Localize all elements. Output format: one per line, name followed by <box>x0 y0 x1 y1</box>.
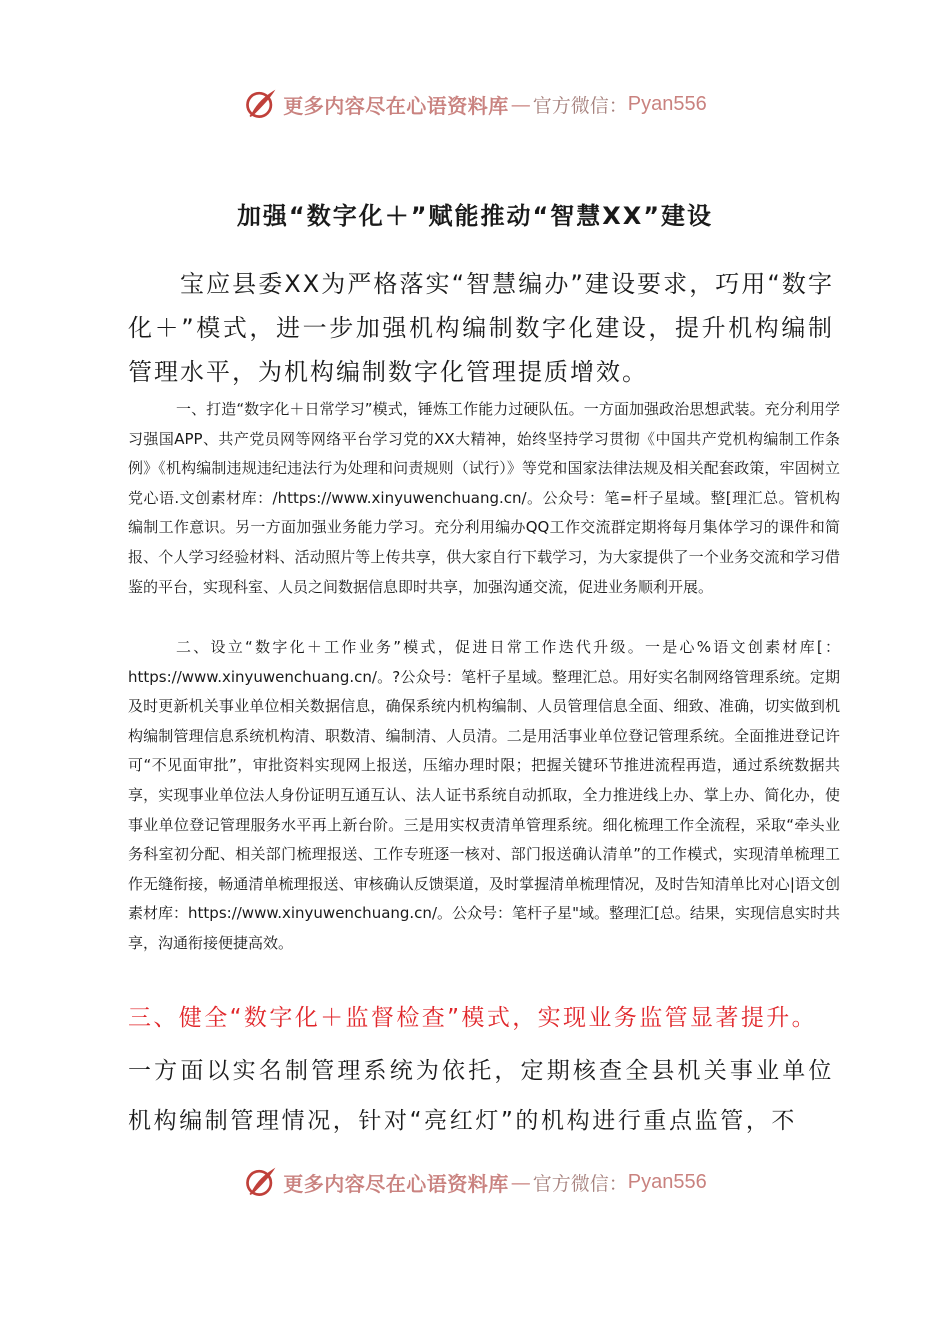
feather-pen-logo-icon <box>243 1164 279 1200</box>
banner-separator: — <box>510 92 531 116</box>
section-3-body: 一方面以实名制管理系统为依托，定期核查全县机关事业单位机构编制管理情况，针对“亮红灯”的机构进行重点监管，不 <box>128 1058 834 1134</box>
banner-wechat-id: Pyan556 <box>627 92 707 115</box>
section-3-heading: 三、健全“数字化＋监督检查”模式，实现业务监管显著提升。 <box>128 1005 818 1031</box>
paragraph-section-2: 二、设立“数字化＋工作业务”模式，促进日常工作迭代升级。一是心%语文创素材库[：https://www.xinyuwenchuang.cn/。?公众号：笔杆子星域。整理汇总。用好实名制网络管理系统。定期及时更新机关事业单位相关数据信息，确保系统内机构编制、人员管理信息全面、细致、准确，切实做到机构编制管理信息系统机构清、职数清、编制清、人员清。二是用活事业单位登记管理系统。全面推进登记许可“不见面审批”，审批资料实现网上报送，压缩办理时限；把握关键环节推进流程再造，通过系统数据共享，实现事业单位法人身份证明互通互认、法人证书系统自动抓取，全力推进线上办、掌上办、简化办，使事业单位登记管理服务水平再上新台阶。三是用实权责清单管理系统。细化梳理工作全流程，采取“牵头业务科室初分配、相关部门梳理报送、工作专班逐一核对、部门报送确认清单”的工作模式，实现清单梳理工作无缝衔接，畅通清单梳理报送、审核确认反馈渠道，及时掌握清单梳理情况，及时告知清单比对心|语文创素材库：https://www.xinyuwenchuang.cn/。公众号：笔杆子星"域。整理汇[总。结果，实现信息实时共享，沟通衔接便捷高效。 <box>128 638 840 952</box>
footer-banner <box>0 1162 950 1202</box>
banner-wechat-id: Pyan556 <box>627 1170 707 1193</box>
banner-wechat-label: 官方微信： <box>532 94 628 117</box>
header-banner <box>0 84 950 124</box>
banner-brand: 更多内容尽在心语资料库 <box>283 1171 509 1196</box>
feather-pen-logo-icon <box>243 86 279 122</box>
banner-brand: 更多内容尽在心语资料库 <box>283 93 509 118</box>
banner-wechat-label: 官方微信： <box>532 1172 628 1195</box>
lead-paragraph: 宝应县委XX为严格落实“智慧编办”建设要求，巧用“数字化＋”模式，进一步加强机构编制数字化建设，提升机构编制管理水平，为机构编制数字化管理提质增效。 <box>128 270 834 386</box>
document-title: 加强“数字化＋”赋能推动“智慧XX”建设 <box>236 202 714 230</box>
banner-separator: — <box>510 1170 531 1194</box>
paragraph-section-1: 一、打造“数字化＋日常学习”模式，锤炼工作能力过硬队伍。一方面加强政治思想武装。充分利用学习强国APP、共产党员网等网络平台学习党的XX大精神，始终坚持学习贯彻《中国共产党机构编制工作条例》《机构编制违规违纪违法行为处理和问责规则（试行）》等党和国家法律法规及相关配套政策，牢固树立党心语.文创素材库：/https://www.xinyuwenchuang.cn/。公众号：笔=杆子星域。整[理汇总。管机构编制工作意识。另一方面加强业务能力学习。充分利用编办QQ工作交流群定期将每月集体学习的课件和简报、个人学习经验材料、活动照片等上传共享，供大家自行下载学习，为大家提供了一个业务交流和学习借鉴的平台，实现科室、人员之间数据信息即时共享，加强沟通交流，促进业务顺利开展。 <box>128 400 840 596</box>
